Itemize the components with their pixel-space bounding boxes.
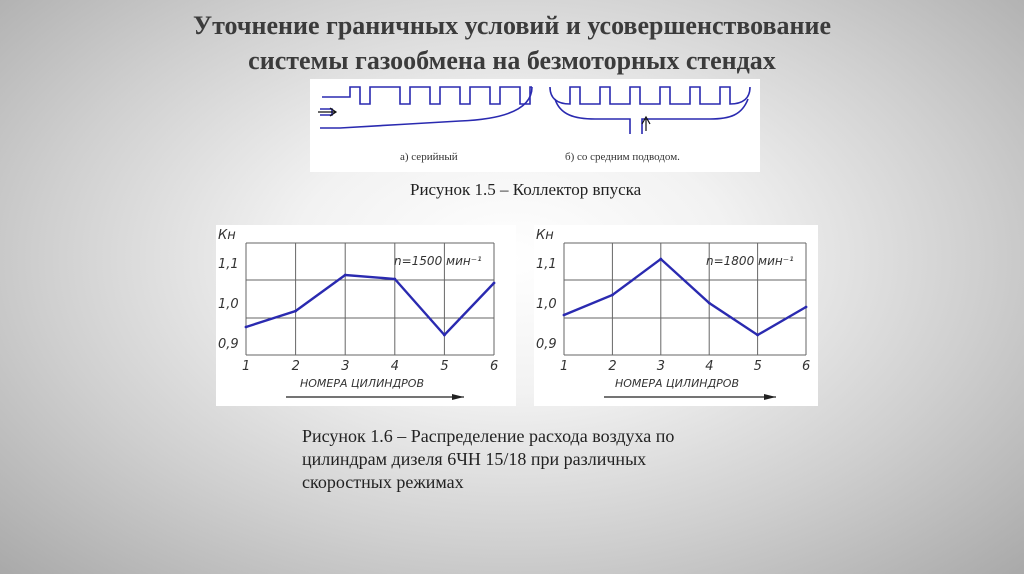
figure-1-6-caption (302, 425, 772, 494)
title-line-2: системы газообмена на безмоторных стендах (248, 46, 776, 75)
figure-1-6-caption-line-3: скоростных режимах (302, 472, 464, 492)
label-serial: а) серийный (400, 151, 458, 163)
collector-b-top-wall (550, 87, 750, 104)
data-point (393, 278, 396, 281)
data-point (493, 282, 496, 285)
x-axis-arrow-head (452, 394, 464, 400)
x-tick-label: 6 (802, 359, 811, 374)
y-axis-label: Кн (536, 228, 554, 243)
x-tick-label: 2 (291, 359, 300, 374)
x-tick-label: 2 (608, 359, 617, 374)
y-tick-label: 1,1 (218, 257, 239, 272)
data-point (756, 334, 759, 337)
x-tick-label: 4 (390, 359, 400, 374)
x-axis-label: НОМЕРА ЦИЛИНДРОВ (615, 377, 739, 390)
data-point (344, 274, 347, 277)
chart-1800 (534, 225, 818, 406)
x-tick-label: 1 (560, 359, 569, 374)
chart-1500 (216, 225, 516, 406)
chart-1800-svg (534, 225, 818, 406)
data-point (708, 302, 711, 305)
y-tick-label: 1,1 (536, 257, 557, 272)
x-axis-label: НОМЕРА ЦИЛИНДРОВ (300, 377, 424, 390)
y-axis-label: Кн (218, 228, 236, 243)
x-tick-label: 1 (242, 359, 251, 374)
slide-title (112, 8, 912, 78)
series-line (246, 275, 494, 335)
x-tick-label: 6 (490, 359, 499, 374)
speed-annotation: n=1500 мин⁻¹ (394, 254, 482, 268)
label-central: б) со средним подводом. (565, 151, 680, 163)
data-point (294, 310, 297, 313)
collector-diagram (310, 79, 760, 172)
y-tick-label: 0,9 (536, 337, 557, 352)
figure-1-6-caption-line-2: цилиндрам дизеля 6ЧН 15/18 при различных (302, 449, 647, 469)
series-line (564, 259, 806, 335)
figure-1-5-caption: Рисунок 1.5 – Коллектор впуска (410, 180, 642, 199)
x-tick-label: 5 (753, 359, 762, 374)
figure-1-6-caption-line-1: Рисунок 1.6 – Распределение расхода воздуха по (302, 426, 675, 446)
data-point (611, 294, 614, 297)
speed-annotation: n=1800 мин⁻¹ (706, 254, 794, 268)
x-tick-label: 4 (705, 359, 714, 374)
x-tick-label: 3 (341, 359, 350, 374)
y-tick-label: 1,0 (536, 297, 557, 312)
x-tick-label: 5 (440, 359, 449, 374)
data-point (659, 258, 662, 261)
title-line-1: Уточнение граничных условий и усовершенствование (192, 11, 832, 40)
data-point (443, 334, 446, 337)
data-point (245, 326, 248, 329)
x-axis-arrow-head (764, 394, 776, 400)
data-point (563, 314, 566, 317)
y-tick-label: 0,9 (218, 337, 239, 352)
x-tick-label: 3 (656, 359, 666, 374)
y-tick-label: 1,0 (218, 297, 239, 312)
collector-a-top-wall (322, 87, 532, 104)
data-point (805, 306, 808, 309)
chart-1500-svg (216, 225, 516, 406)
